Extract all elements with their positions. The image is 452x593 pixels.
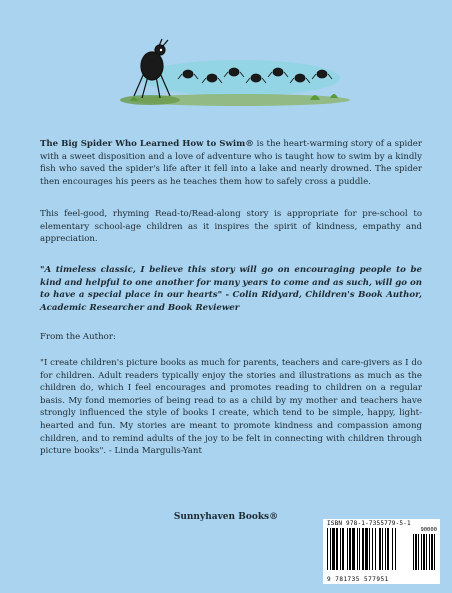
book-title: The Big Spider Who Learned How to Swim® xyxy=(40,139,254,149)
price-addon: 90000 xyxy=(420,527,437,533)
isbn-barcode xyxy=(323,519,440,584)
barcode-bars xyxy=(327,528,437,574)
publisher-name: Sunnyhaven Books® xyxy=(173,512,279,522)
description-text: is the heart-warming story of a spider with a sweet disposition and a love of adventure who is taught how to swim by a kindly fish who saved the spider's life after it fell into a lake and nearly drowned. The spider then encourages his peers as he teaches them how to safely cross a puddle. xyxy=(40,139,422,187)
spiders-crossing-puddle-illustration xyxy=(110,38,350,113)
review-quote: "A timeless classic, I believe this story will go on encouraging people to be kind and helpful to one another for many years to come and as such, will go on to have a special place in our hearts" - Colin Ridyard, Children's Book Author, Academic Researcher and Book Reviewer xyxy=(40,265,422,313)
from-author-heading: From the Author: xyxy=(40,332,116,342)
isbn-label: ISBN 978-1-7355779-5-1 xyxy=(327,520,411,527)
age-paragraph: This feel-good, rhyming Read-to/Read-along story is appropriate for pre-school to elementary school-age children as it inspires the spirit of kindness, empathy and appreciation. xyxy=(40,209,422,245)
ean-digits: 9 781735 577951 xyxy=(327,576,389,583)
description-paragraph xyxy=(40,138,422,188)
author-quote: "I create children's picture books as much for parents, teachers and care-givers as I do for children. Adult readers typically enjoy the stories and illustrations as much as the children do, which I feel encourages and promotes reading to children on a regular basis. My fond memories of being read to as a child by my mother and teachers have strongly influenced the style of books I create, which tend to be simple, happy, light-hearted and fun. My stories are meant to promote kindness and compassion among children, and to remind adults of the joy to be felt in connecting with children through picture books". - Linda Margulis-Yant xyxy=(40,358,422,457)
